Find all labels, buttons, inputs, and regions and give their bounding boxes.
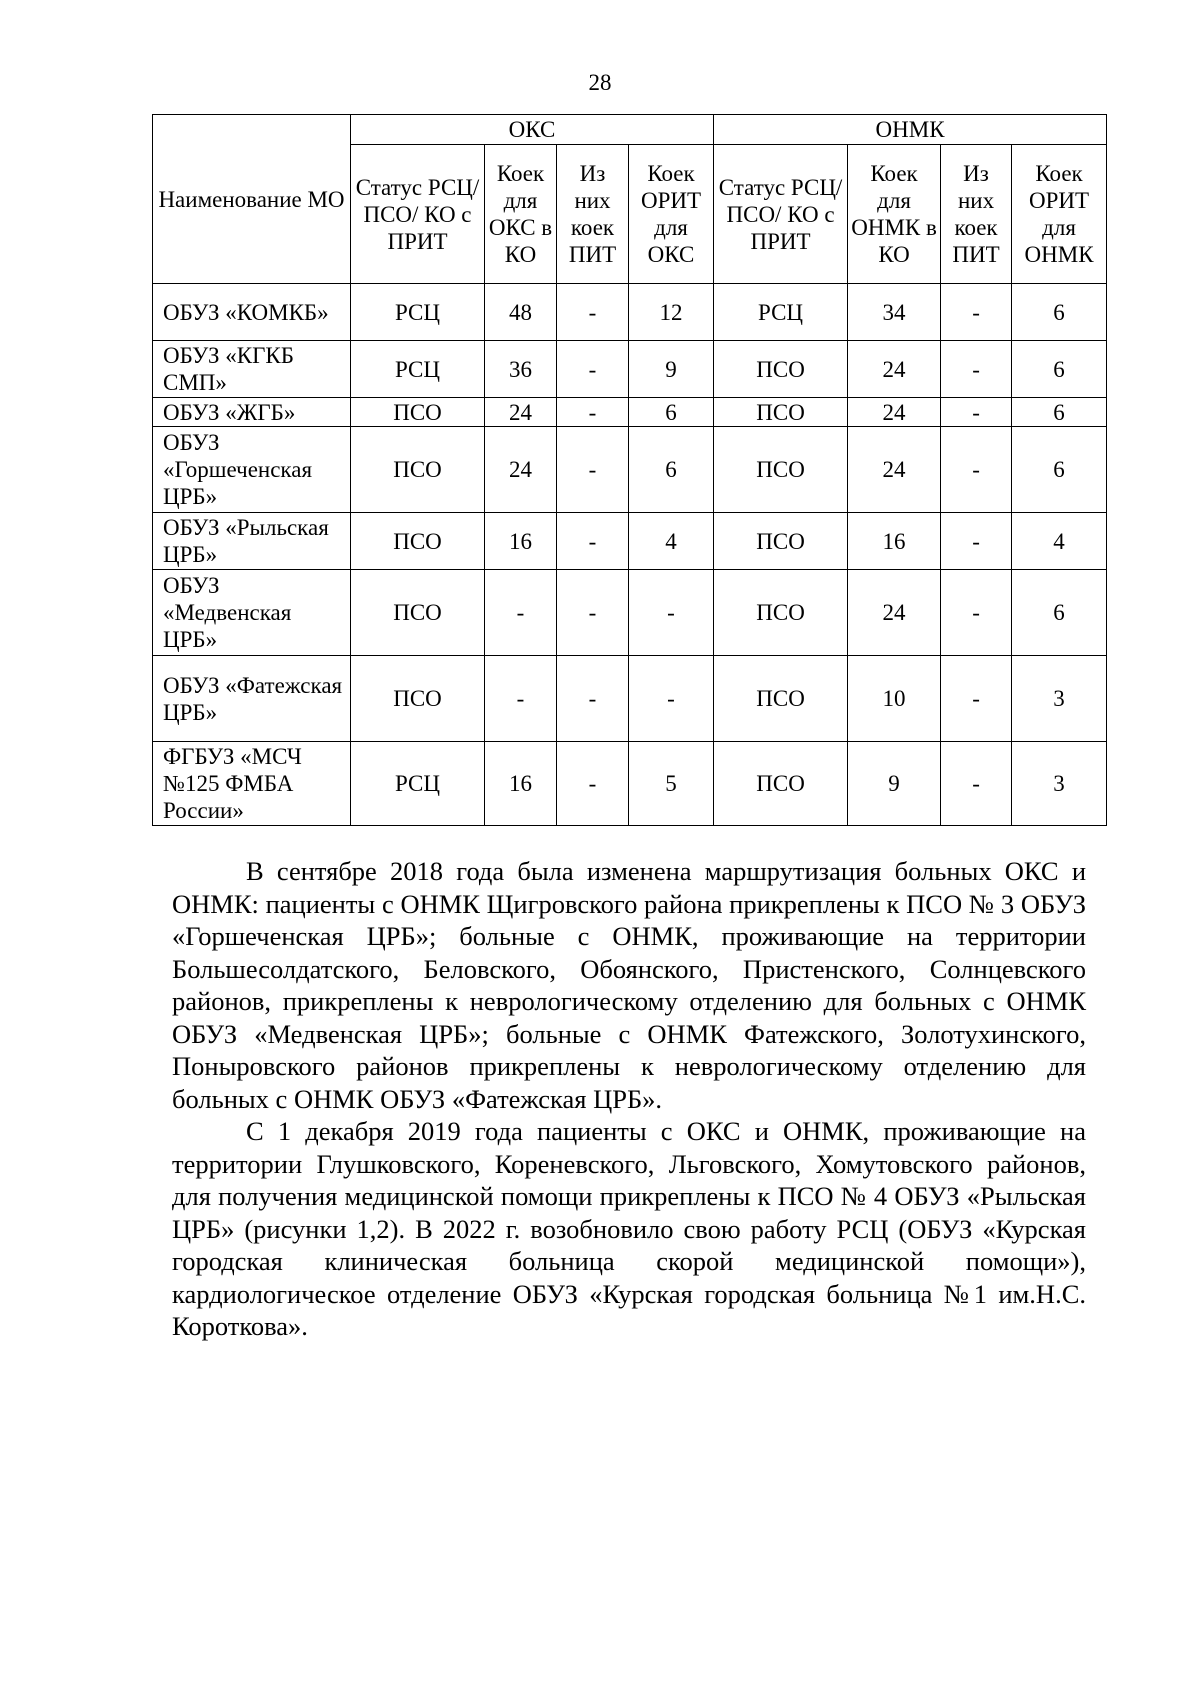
table-cell: 16 [485,513,557,570]
mo-name-cell: ОБУЗ «КГКБ СМП» [153,341,351,398]
header-group-onmk: ОНМК [714,115,1107,145]
table-cell: - [941,742,1012,826]
paragraph: С 1 декабря 2019 года пациенты с ОКС и ОНМК, проживающие на территории Глушковского, Кореневского, Льговского, Хомутовского районов, для получения медицинской помощи прикреплены к ПСО № 4 ОБУЗ «Рыльская ЦРБ» (рисунки 1,2). В 2022 г. возобновило свою работу РСЦ (ОБУЗ «Курская городская клиническая больница скорой медицинской помощи»), кардиологическое отделение ОБУЗ «Курская городская больница №1 им.Н.С. Короткова». [172,1116,1086,1341]
table-cell: - [941,656,1012,742]
table-cell: 5 [629,742,714,826]
table-cell: 24 [485,398,557,427]
table-row [153,570,1107,656]
table-cell: РСЦ [351,742,485,826]
table-cell: - [557,570,629,656]
table-cell: 36 [485,341,557,398]
table-cell: ПСО [714,398,848,427]
table-cell: 6 [629,398,714,427]
mo-name-cell: ОБУЗ «Медвенская ЦРБ» [153,570,351,656]
table-cell: - [941,341,1012,398]
paragraph: В сентябре 2018 года была изменена маршрутизация больных ОКС и ОНМК: пациенты с ОНМК Щигровского района прикреплены к ПСО № 3 ОБУЗ «Горшеченская ЦРБ»; больные с ОНМК, проживающие на территории Большесолдатского, Беловского, Обоянского, Пристенского, Солнцевского районов, прикреплены к неврологическому отделению для больных с ОНМК ОБУЗ «Медвенская ЦРБ»; больные с ОНМК Фатежского, Золотухинского, Поныровского районов прикреплены к неврологическому отделению для больных с ОНМК ОБУЗ «Фатежская ЦРБ». [172,856,1086,1114]
table-cell: 6 [1012,341,1107,398]
table-cell: 24 [848,570,941,656]
table-row [153,656,1107,742]
table-cell: - [629,656,714,742]
table-row [153,513,1107,570]
header-group-oks: ОКС [351,115,714,145]
table-cell: - [941,398,1012,427]
table-cell: РСЦ [351,284,485,341]
table-cell: 16 [848,513,941,570]
header-column: Статус РСЦ/ПСО/ КО с ПРИТ [714,145,848,284]
table-cell: 24 [485,427,557,513]
table-cell: ПСО [351,513,485,570]
header-column: Коек ОРИТ для ОНМК [1012,145,1107,284]
table-cell: ПСО [714,742,848,826]
table-cell: 6 [1012,398,1107,427]
table-cell: ПСО [714,513,848,570]
header-column: Статус РСЦ/ПСО/ КО с ПРИТ [351,145,485,284]
table-cell: - [941,284,1012,341]
table-row [153,398,1107,427]
table-cell: ПСО [714,427,848,513]
mo-name-cell: ОБУЗ «КОМКБ» [153,284,351,341]
table-cell: 48 [485,284,557,341]
table-cell: 24 [848,341,941,398]
mo-name-cell: ОБУЗ «ЖГБ» [153,398,351,427]
table-cell: - [485,570,557,656]
header-column: Из них коек ПИТ [557,145,629,284]
table-cell: 4 [629,513,714,570]
table-cell: 9 [629,341,714,398]
table-cell: 3 [1012,742,1107,826]
table-cell: РСЦ [351,341,485,398]
header-column: Коек для ОНМК в КО [848,145,941,284]
header-name-mo: Наименование МО [153,115,351,284]
table-cell: ПСО [351,427,485,513]
table-row [153,341,1107,398]
mo-beds-table [152,114,1107,826]
table-cell: - [941,570,1012,656]
table-cell: 12 [629,284,714,341]
mo-name-cell: ОБУЗ «Фатежская ЦРБ» [153,656,351,742]
table-cell: - [557,398,629,427]
table-cell: - [557,427,629,513]
header-column: Из них коек ПИТ [941,145,1012,284]
table-cell: 6 [1012,570,1107,656]
header-column: Коек для ОКС в КО [485,145,557,284]
table-row [153,284,1107,341]
table-cell: - [941,513,1012,570]
table-cell: - [557,742,629,826]
table-cell: - [485,656,557,742]
mo-name-cell: ФГБУЗ «МСЧ №125 ФМБА России» [153,742,351,826]
table-cell: 34 [848,284,941,341]
table-cell: ПСО [714,341,848,398]
table-cell: ПСО [714,570,848,656]
table-cell: 24 [848,427,941,513]
table-cell: - [557,341,629,398]
header-column: Коек ОРИТ для ОКС [629,145,714,284]
table-cell: - [557,656,629,742]
table-row [153,742,1107,826]
table-cell: 3 [1012,656,1107,742]
table-row [153,427,1107,513]
table-cell: 6 [1012,284,1107,341]
table-cell: 6 [1012,427,1107,513]
table-cell: 16 [485,742,557,826]
table-cell: РСЦ [714,284,848,341]
table-cell: 24 [848,398,941,427]
table-cell: 6 [629,427,714,513]
table-cell: - [557,513,629,570]
table-cell: 4 [1012,513,1107,570]
table-cell: ПСО [714,656,848,742]
table-cell: ПСО [351,398,485,427]
body-text [172,855,1086,1343]
mo-name-cell: ОБУЗ «Горшеченская ЦРБ» [153,427,351,513]
table-cell: ПСО [351,656,485,742]
table-cell: ПСО [351,570,485,656]
table-cell: 9 [848,742,941,826]
table-cell: - [941,427,1012,513]
mo-name-cell: ОБУЗ «Рыльская ЦРБ» [153,513,351,570]
table-cell: - [629,570,714,656]
table-cell: 10 [848,656,941,742]
page-number: 28 [588,70,612,95]
table-cell: - [557,284,629,341]
